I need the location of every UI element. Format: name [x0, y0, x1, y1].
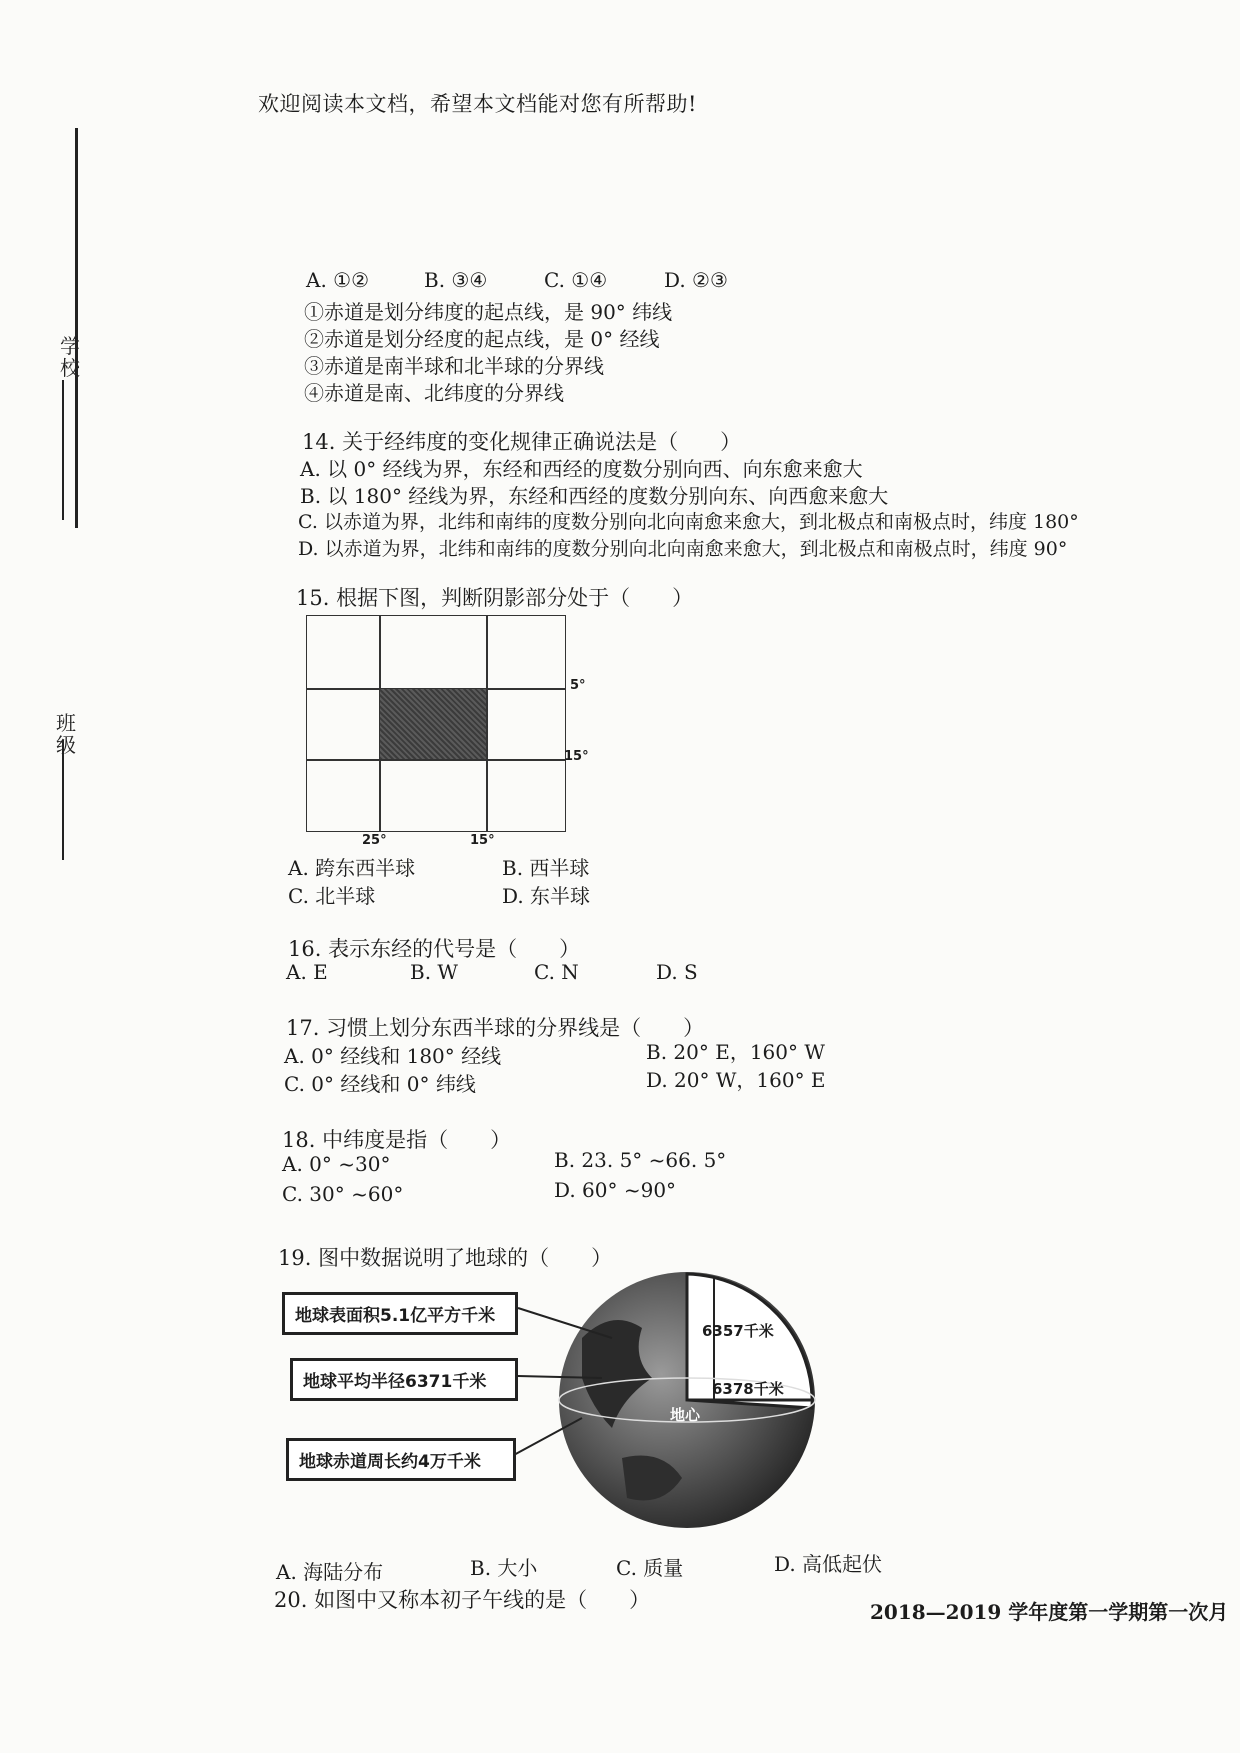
q17-option-a: A. 0° 经线和 180° 经线 — [284, 1044, 502, 1068]
q13-statement-1: ①赤道是划分纬度的起点线，是 90° 纬线 — [304, 300, 673, 324]
binding-line-bottom — [62, 740, 64, 860]
q14-option-d: D. 以赤道为界，北纬和南纬的度数分别向北向南愈来愈大，到北极点和南极点时，纬度 90° — [298, 538, 1068, 560]
q20-stem: 20. 如图中又称本初子午线的是（ ） — [274, 1588, 651, 1612]
q15-stem: 15. 根据下图，判断阴影部分处于（ ） — [296, 586, 694, 610]
grid-line-horizontal-2 — [306, 759, 566, 761]
label-polar-radius: 6357千米 — [702, 1322, 774, 1340]
q13-statement-4: ④赤道是南、北纬度的分界线 — [304, 381, 564, 405]
q17-stem: 17. 习惯上划分东西半球的分界线是（ ） — [286, 1016, 705, 1040]
q14-option-b: B. 以 180° 经线为界，东经和西经的度数分别向东、向西愈来愈大 — [300, 484, 889, 508]
label-equator-circumference: 地球赤道周长约4万千米 — [286, 1438, 516, 1481]
q18-stem: 18. 中纬度是指（ ） — [282, 1128, 512, 1152]
q19-option-d: D. 高低起伏 — [774, 1552, 883, 1576]
q14-option-c: C. 以赤道为界，北纬和南纬的度数分别向北向南愈来愈大，到北极点和南极点时，纬度 180° — [298, 511, 1079, 533]
q13-option-b: B. ③④ — [424, 268, 488, 292]
margin-class-label: 班级 — [56, 711, 76, 757]
q17-option-b: B. 20° E，160° W — [646, 1040, 825, 1064]
binding-line-upper — [75, 128, 78, 528]
grid-line-vertical-2 — [486, 615, 488, 832]
q16-stem: 16. 表示东经的代号是（ ） — [288, 937, 581, 961]
q14-option-a: A. 以 0° 经线为界，东经和西经的度数分别向西、向东愈来愈大 — [300, 457, 863, 481]
q13-option-d: D. ②③ — [664, 268, 728, 292]
q17-option-d: D. 20° W，160° E — [646, 1068, 826, 1092]
q14-stem: 14. 关于经纬度的变化规律正确说法是（ ） — [302, 430, 742, 454]
q19-option-c: C. 质量 — [616, 1556, 684, 1580]
footer-exam-title: 2018—2019 学年度第一学期第一次月 — [870, 1600, 1229, 1624]
q13-option-c: C. ①④ — [544, 268, 608, 292]
q15-option-d: D. 东半球 — [502, 884, 591, 908]
q13-statement-3: ③赤道是南半球和北半球的分界线 — [304, 354, 604, 378]
document-banner: 欢迎阅读本文档，希望本文档能对您有所帮助! — [258, 92, 697, 116]
q16-option-d: D. S — [656, 960, 698, 984]
q15-option-b: B. 西半球 — [502, 856, 590, 880]
q18-option-a: A. 0° ~30° — [282, 1152, 391, 1176]
q16-option-a: A. E — [286, 960, 328, 984]
q19-earth-figure — [282, 1268, 822, 1528]
q15-option-a: A. 跨东西半球 — [288, 856, 416, 880]
q13-option-a: A. ①② — [306, 268, 370, 292]
q18-option-d: D. 60° ~90° — [554, 1178, 677, 1202]
shaded-region — [380, 689, 486, 759]
label-earth-center: 地心 — [670, 1406, 701, 1424]
label-equatorial-radius: 6378千米 — [712, 1380, 784, 1398]
q19-option-b: B. 大小 — [470, 1556, 538, 1580]
label-mean-radius: 地球平均半径6371千米 — [290, 1358, 518, 1401]
q19-stem: 19. 图中数据说明了地球的（ ） — [278, 1246, 613, 1270]
lat-label-top: 5° — [570, 678, 586, 693]
q13-statement-2: ②赤道是划分经度的起点线，是 0° 经线 — [304, 327, 660, 351]
q17-option-c: C. 0° 经线和 0° 纬线 — [284, 1072, 476, 1096]
lon-label-left: 25° — [362, 833, 387, 848]
lat-label-bottom: 15° — [564, 749, 589, 764]
q16-option-b: B. W — [410, 960, 458, 984]
q18-option-c: C. 30° ~60° — [282, 1182, 404, 1206]
q19-option-a: A. 海陆分布 — [276, 1560, 384, 1584]
margin-school-label: 学校 — [60, 334, 80, 380]
q18-option-b: B. 23. 5° ~66. 5° — [554, 1148, 727, 1172]
binding-line-lower — [62, 380, 64, 520]
label-surface-area: 地球表面积5.1亿平方千米 — [282, 1292, 518, 1335]
lon-label-right: 15° — [470, 833, 495, 848]
q16-option-c: C. N — [534, 960, 579, 984]
q15-option-c: C. 北半球 — [288, 884, 376, 908]
